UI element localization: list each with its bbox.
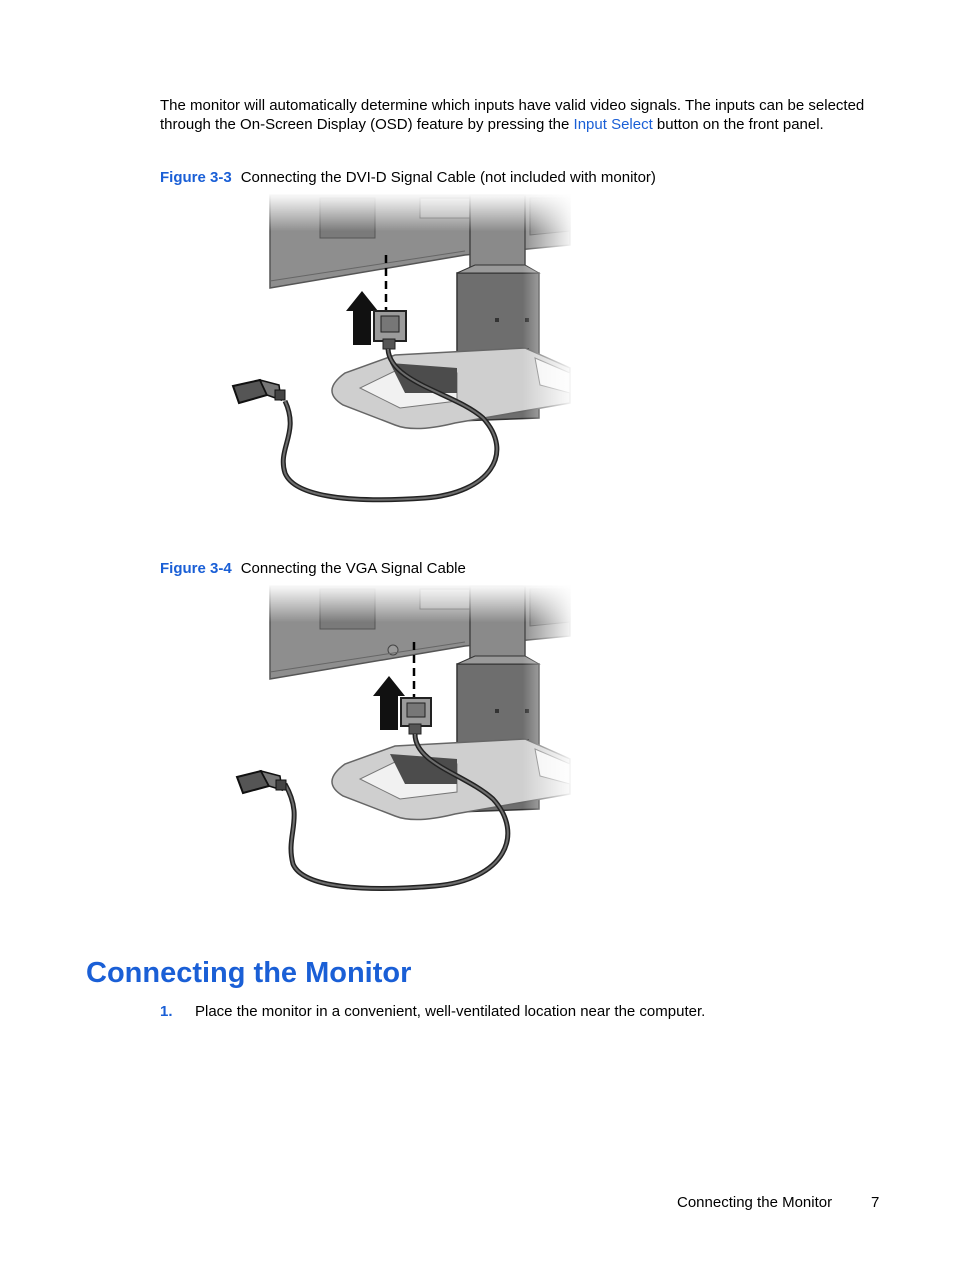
footer-title: Connecting the Monitor [677, 1194, 833, 1211]
figure-3-3-illustration [225, 193, 575, 513]
step-item [160, 1002, 705, 1021]
figure-3-3-caption [160, 169, 656, 187]
figure-3-3-number: Figure 3-3 [160, 169, 232, 186]
figure-3-4-title: Connecting the VGA Signal Cable [240, 560, 466, 577]
figure-3-4-caption [160, 560, 466, 578]
step-text: Place the monitor in a convenient, well-ventilated location near the computer. [195, 1003, 706, 1020]
intro-paragraph [160, 96, 890, 134]
figure-3-4-number: Figure 3-4 [160, 560, 232, 577]
page-number: 7 [871, 1194, 880, 1211]
figure-3-4-illustration [225, 584, 575, 904]
step-number: 1. [160, 1003, 173, 1020]
section-heading: Connecting the Monitor [86, 957, 412, 989]
input-select-link[interactable]: Input Select [573, 116, 653, 133]
intro-text-before: The monitor will automatically determine which inputs have valid video signals. The inputs can be selected through the On-Screen Display (OSD) feature by pressing the [160, 97, 865, 133]
figure-3-3-title: Connecting the DVI-D Signal Cable (not included with monitor) [240, 169, 656, 186]
intro-text-after: button on the front panel. [652, 116, 824, 133]
